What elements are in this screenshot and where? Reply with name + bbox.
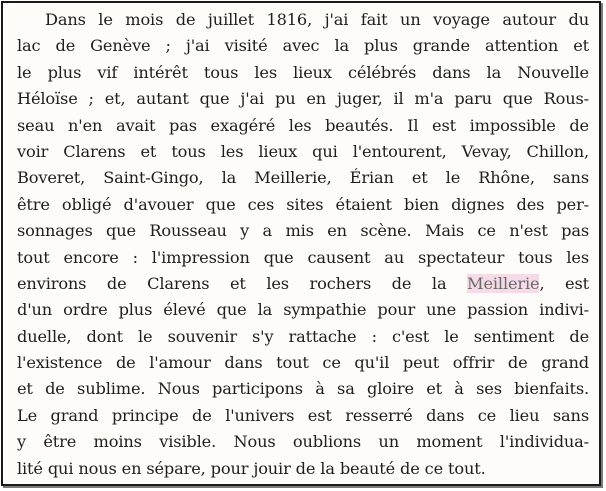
text-line-11-end: , est	[539, 273, 589, 293]
book-paragraph	[17, 7, 589, 482]
text-line-16: Le grand principe de l'univers est resserré dans ce lieu sans	[17, 405, 589, 425]
text-line-11	[17, 271, 589, 297]
text-line-3: le plus vif intérêt tous les lieux célébrés dans la Nouvelle	[17, 62, 589, 82]
text-line-4: Héloïse ; et, autant que j'ai pu en juger, il m'a paru que Rous-	[17, 89, 589, 109]
text-line-2: lac de Genève ; j'ai visité avec la plus grande attention et	[17, 36, 589, 56]
text-line-13: duelle, dont le souvenir s'y rattache : c'est le sentiment de	[17, 326, 589, 346]
text-line-6: voir Clarens et tous les lieux qui l'entourent, Vevay, Chillon,	[17, 141, 589, 161]
text-line-1: Dans le mois de juillet 1816, j'ai fait un voyage autour du	[45, 10, 589, 29]
highlighted-word: Meillerie	[467, 273, 540, 293]
text-line-9: sonnages que Rousseau y a mis en scène. Mais ce n'est pas	[17, 221, 589, 241]
text-line-8: être obligé d'avouer que ces sites étaient bien dignes des per-	[17, 194, 589, 214]
text-line-5: seau n'en avait pas exagéré les beautés. Il est impossible de	[17, 115, 589, 135]
text-line-18: lité qui nous en sépare, pour jouir de la beauté de ce tout.	[17, 458, 486, 478]
text-line-11-start: environs de Clarens et les rochers de la	[17, 273, 447, 293]
text-line-12: d'un ordre plus élevé que la sympathie pour une passion indivi-	[17, 300, 589, 320]
text-line-17: y être moins visible. Nous oublions un moment l'individua-	[17, 432, 589, 452]
text-line-7: Boveret, Saint-Gingo, la Meillerie, Érian et le Rhône, sans	[17, 168, 589, 188]
text-line-10: tout encore : l'impression que causent au spectateur tous les	[17, 247, 589, 267]
document-frame	[1, 1, 601, 486]
text-line-14: l'existence de l'amour dans tout ce qu'il peut offrir de grand	[17, 353, 589, 373]
text-line-15: et de sublime. Nous participons à sa gloire et à ses bienfaits.	[17, 379, 589, 399]
